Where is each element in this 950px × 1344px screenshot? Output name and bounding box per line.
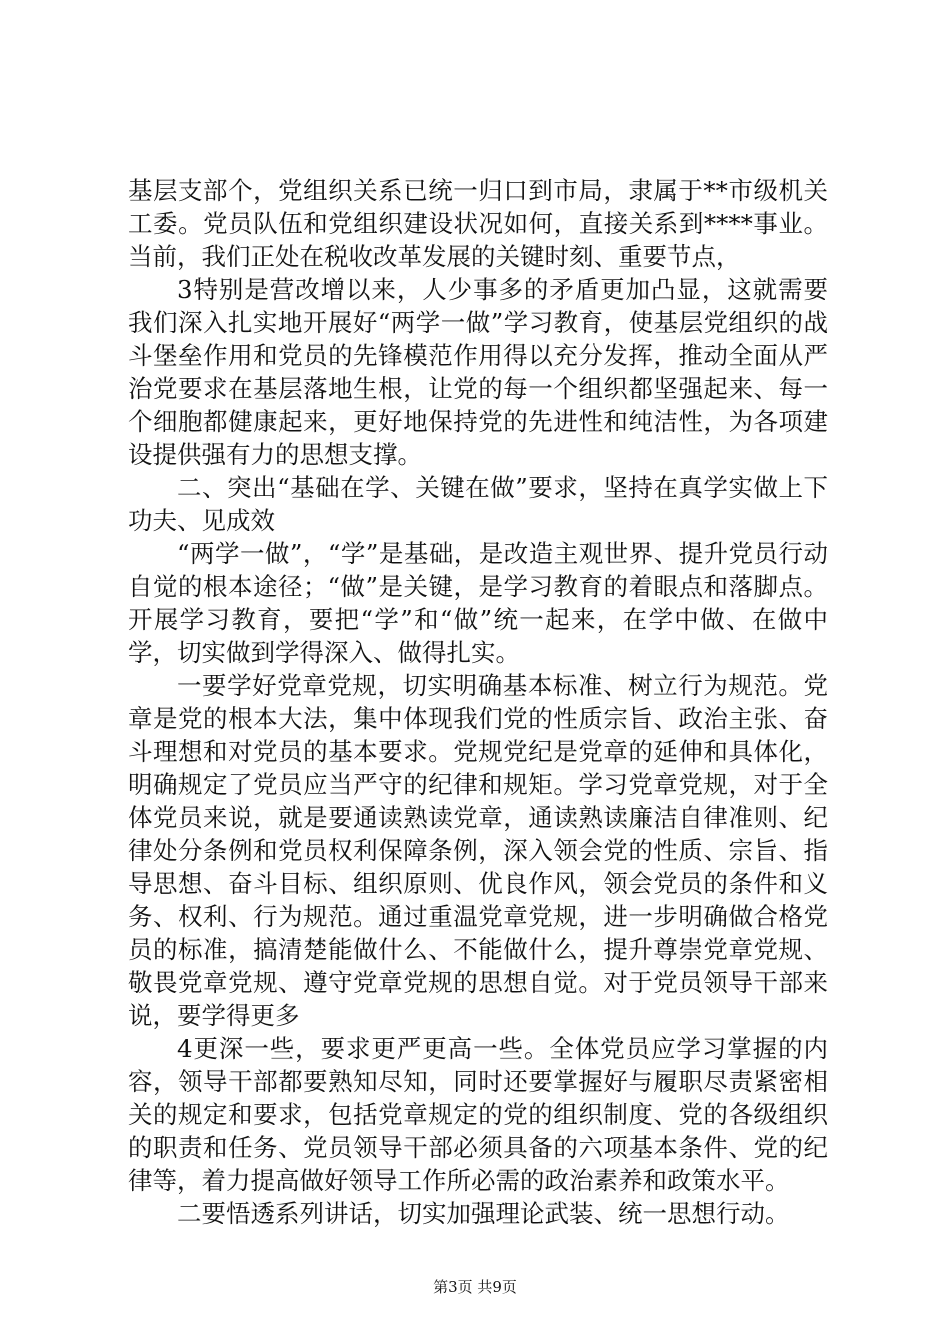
paragraph: 一要学好党章党规，切实明确基本标准、树立行为规范。党章是党的根本大法，集中体现我们党的性质宗旨、政治主张、奋斗理想和对党员的基本要求。党规党纪是党章的延伸和具体化，明确规定了党员应当严守的纪律和规矩。学习党章党规，对于全体党员来说，就是要通读熟读党章，通读熟读廉洁自律准则、纪律处分条例和党员权利保障条例，深入领会党的性质、宗旨、指导思想、奋斗目标、组织原则、优良作风，领会党员的条件和义务、权利、行为规范。通过重温党章党规，进一步明确做合格党员的标准，搞清楚能做什么、不能做什么，提升尊崇党章党规、敬畏党章党规、遵守党章党规的思想自觉。对于党员领导干部来说，要学得更多 bbox=[128, 671, 828, 1030]
paragraph: 3特别是营改增以来，人少事多的矛盾更加凸显，这就需要我们深入扎实地开展好“两学一做”学习教育，使基层党组织的战斗堡垒作用和党员的先锋模范作用得以充分发挥，推动全面从严治党要求在基层落地生根，让党的每一个组织都坚强起来、每一个细胞都健康起来，更好地保持党的先进性和纯洁性，为各项建设提供强有力的思想支撑。 bbox=[128, 275, 828, 469]
section-heading: 二、突出“基础在学、关键在做”要求，坚持在真学实做上下功夫、见成效 bbox=[128, 473, 828, 535]
paragraph: 基层支部个，党组织关系已统一归口到市局，隶属于**市级机关工委。党员队伍和党组织建设状况如何，直接关系到****事业。当前，我们正处在税收改革发展的关键时刻、重要节点， bbox=[128, 176, 828, 271]
document-body bbox=[128, 174, 828, 1230]
paragraph: 二要悟透系列讲话，切实加强理论武装、统一思想行动。 bbox=[177, 1199, 790, 1228]
paragraph: “两学一做”，“学”是基础，是改造主观世界、提升党员行动自觉的根本途径；“做”是关键，是学习教育的着眼点和落脚点。开展学习教育，要把“学”和“做”统一起来，在学中做、在做中学，切实做到学得深入、做得扎实。 bbox=[128, 539, 828, 667]
paragraph: 4更深一些，要求更严更高一些。全体党员应学习掌握的内容，领导干部都要熟知尽知，同时还要掌握好与履职尽责紧密相关的规定和要求，包括党章规定的党的组织制度、党的各级组织的职责和任务、党员领导干部必须具备的六项基本条件、党的纪律等，着力提高做好领导工作所必需的政治素养和政策水平。 bbox=[128, 1034, 828, 1195]
page-number-footer: 第3页 共9页 bbox=[433, 1278, 517, 1296]
